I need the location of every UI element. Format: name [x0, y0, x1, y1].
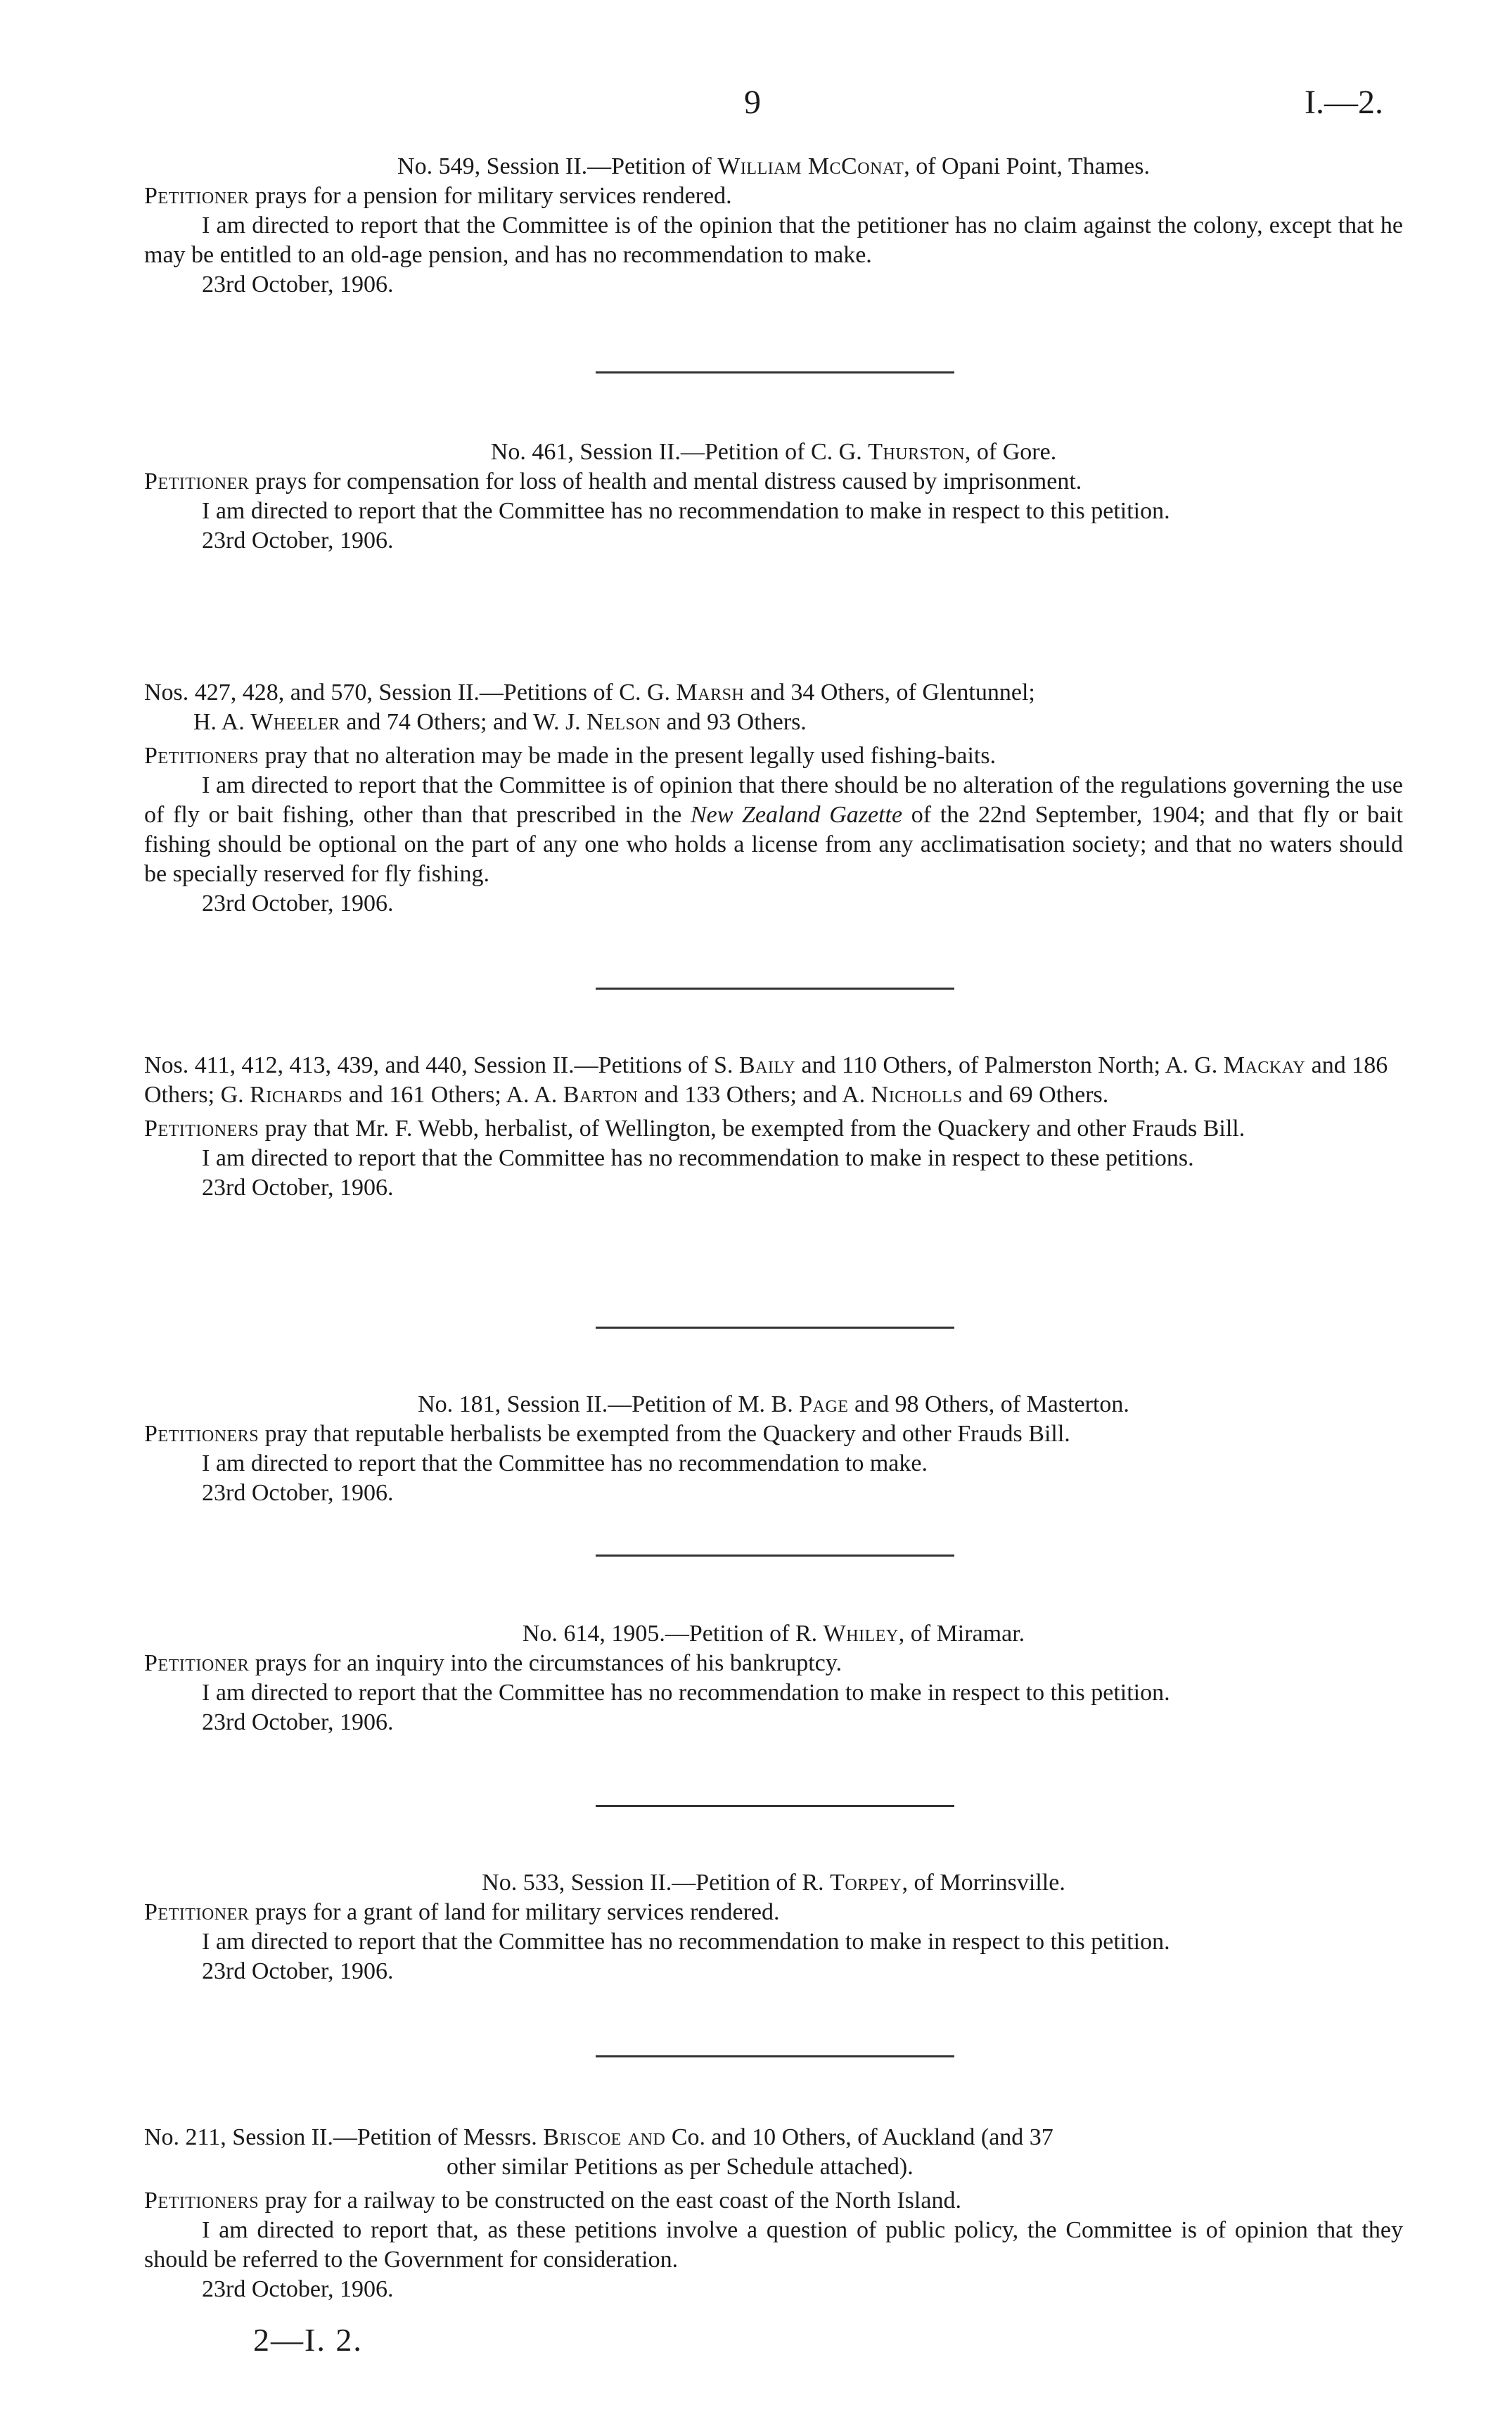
section-divider — [596, 2055, 954, 2057]
signature-mark: 2—I. 2. — [253, 2322, 363, 2358]
petition-549 — [144, 152, 1403, 300]
petition-427-428-570 — [144, 678, 1403, 919]
petition-heading: No. 614, 1905.—Petition of R. Whiley, of Miramar. — [522, 1621, 1025, 1647]
petition-heading: Nos. 427, 428, and 570, Session II.—Petitions of C. G. Marsh and 34 Others, of Glentunnel; H. A. Wheeler and 74 Others; and W. J. Nelson and 93 Others. — [144, 679, 1035, 735]
committee-report: I am directed to report that the Committee has no recommendation to make in respect to these petitions. — [202, 1145, 1194, 1171]
report-date: 23rd October, 1906. — [202, 2276, 394, 2302]
committee-report: I am directed to report that the Committee has no recommendation to make. — [202, 1450, 928, 1476]
section-divider — [596, 1554, 954, 1557]
petition-heading: No. 461, Session II.—Petition of C. G. Thurston, of Gore. — [490, 439, 1057, 465]
committee-report: I am directed to report that, as these petitions involve a question of public policy, the Committee is of opinion that they should be referred to the Government for consideration. — [144, 2217, 1403, 2273]
committee-report: I am directed to report that the Committee is of the opinion that the petitioner has no claim against the colony, except that he may be entitled to an old-age pension, and has no recommendation to make. — [144, 212, 1403, 268]
petition-411-440 — [144, 1051, 1403, 1203]
petition-461 — [144, 438, 1403, 556]
report-date: 23rd October, 1906. — [202, 890, 394, 917]
petition-prayer: Petitioners pray that Mr. F. Webb, herbalist, of Wellington, be exempted from the Quackery and other Frauds Bill. — [144, 1116, 1245, 1142]
report-date: 23rd October, 1906. — [202, 272, 394, 298]
petition-533 — [144, 1868, 1403, 1986]
petition-heading: No. 211, Session II.—Petition of Messrs. Briscoe and Co. and 10 Others, of Auckland (and 37 other similar Petitions as per Schedule attached). — [144, 2124, 1053, 2180]
section-divider — [596, 1805, 954, 1807]
petition-prayer: Petitioner prays for compensation for loss of health and mental distress caused by imprisonment. — [144, 468, 1082, 494]
petition-prayer: Petitioners pray that reputable herbalists be exempted from the Quackery and other Frauds Bill. — [144, 1421, 1070, 1447]
report-date: 23rd October, 1906. — [202, 1709, 394, 1735]
section-divider — [596, 988, 954, 990]
section-divider — [596, 1327, 954, 1329]
report-date: 23rd October, 1906. — [202, 1958, 394, 1984]
petition-heading: No. 533, Session II.—Petition of R. Torpey, of Morrinsville. — [482, 1870, 1065, 1896]
petition-211 — [144, 2123, 1403, 2304]
petition-181 — [144, 1390, 1403, 1508]
petition-prayer: Petitioner prays for a pension for military services rendered. — [144, 183, 732, 209]
section-divider — [596, 371, 954, 374]
report-date: 23rd October, 1906. — [202, 528, 394, 554]
page-number: 9 — [744, 84, 761, 121]
committee-report: I am directed to report that the Committee has no recommendation to make in respect to this petition. — [202, 1680, 1170, 1706]
petition-prayer: Petitioners pray for a railway to be constructed on the east coast of the North Island. — [144, 2188, 961, 2214]
petition-614 — [144, 1619, 1403, 1737]
petition-heading: No. 181, Session II.—Petition of M. B. Page and 98 Others, of Masterton. — [418, 1391, 1129, 1417]
petition-prayer: Petitioner prays for an inquiry into the circumstances of his bankruptcy. — [144, 1650, 843, 1676]
petition-prayer: Petitioner prays for a grant of land for military services rendered. — [144, 1899, 780, 1925]
committee-report: I am directed to report that the Committee is of opinion that there should be no alteration of the regulations governing the use of fly or bait fishing, other than that prescribed in the New Zealand Gazette of the 22nd September, 1904; and that fly or bait fishing should be optional on the part of any one who holds a license from any acclimatisation society; and that no waters should be specially reserved for fly fishing. — [144, 772, 1403, 887]
report-date: 23rd October, 1906. — [202, 1480, 394, 1506]
committee-report: I am directed to report that the Committee has no recommendation to make in respect to this petition. — [202, 1929, 1170, 1955]
report-date: 23rd October, 1906. — [202, 1175, 394, 1201]
petition-heading: Nos. 411, 412, 413, 439, and 440, Session II.—Petitions of S. Baily and 110 Others, of Palmerston North; A. G. Mackay and 186 Others; G. Richards and 161 Others; A. A. Barton and 133 Others; and A. Nicholls and 69 Others. — [144, 1052, 1388, 1108]
committee-report: I am directed to report that the Committee has no recommendation to make in respect to this petition. — [202, 498, 1170, 524]
petition-prayer: Petitioners pray that no alteration may be made in the present legally used fishing-baits. — [144, 743, 997, 769]
petition-heading: No. 549, Session II.—Petition of William McConat, of Opani Point, Thames. — [397, 153, 1150, 179]
page-reference: I.—2. — [1305, 84, 1383, 121]
